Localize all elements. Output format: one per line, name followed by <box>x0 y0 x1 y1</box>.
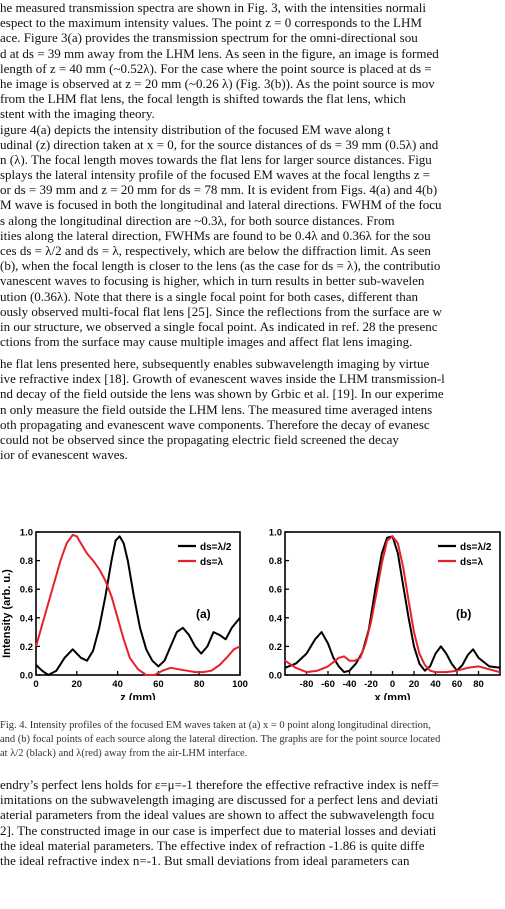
paragraph-subwavelength <box>0 356 505 462</box>
text-line: nd decay of the field outside the lens was shown by Grbic et al. [19]. In our experime <box>0 386 444 402</box>
y-tick-label: 1.0 <box>19 527 33 539</box>
x-tick-label: -80 <box>299 679 314 690</box>
text-line: ously observed multi-focal flat lens [25]. Since the reflections from the surface are w <box>0 303 442 319</box>
plot-frame <box>285 532 500 675</box>
panel-label: (a) <box>196 607 211 621</box>
x-tick-label: 0 <box>33 679 39 690</box>
text-line: ces ds = λ/2 and ds = λ, respectively, which are below the diffraction limit. As seen <box>0 243 431 258</box>
x-tick-label: 60 <box>153 679 164 690</box>
text-line: endry’s perfect lens holds for ε=μ=-1 therefore the effective refractive index is neff= <box>0 777 439 792</box>
legend-label: ds=λ/2 <box>460 542 492 553</box>
panel-label: (b) <box>456 607 472 621</box>
y-tick-label: 0.0 <box>19 670 33 682</box>
x-tick-label: 40 <box>430 679 441 690</box>
text-line: splays the lateral intensity profile of the focused EM waves at the focal lengths z = <box>0 167 431 183</box>
text-line: oth propagating and evanescent wave components. Therefore the decay of evanesc <box>0 416 430 432</box>
x-tick-label: 80 <box>193 679 205 690</box>
x-tick-label: -60 <box>321 679 335 690</box>
y-tick-label: 0.2 <box>19 641 33 653</box>
text-line: n (λ). The focal length moves towards the flat lens for larger source distances. Figu <box>0 151 432 167</box>
y-tick-label: 0.4 <box>268 613 282 625</box>
text-line: from the LHM flat lens, the focal length is shifted towards the flat lens, which <box>0 91 406 107</box>
text-line: in our structure, we observed a single focal point. As indicated in ref. 28 the presenc <box>0 318 438 334</box>
text-line: M wave is focused in both the longitudinal and lateral directions. FWHM of the focu <box>0 197 442 213</box>
text-line: length of z = 40 mm (~0.52λ). For the case where the point source is placed at ds = <box>0 60 432 76</box>
y-tick-label: 0.2 <box>268 641 282 653</box>
text-line: he image is observed at z = 20 mm (~0.26 λ) (Fig. 3(b)). As the point source is mov <box>0 75 435 91</box>
text-line: the ideal refractive index n=-1. But small deviations from ideal parameters can <box>0 852 410 868</box>
x-axis-label: x (mm) <box>374 692 411 700</box>
legend-label: ds=λ <box>460 557 484 568</box>
y-tick-label: 0.0 <box>268 670 282 682</box>
x-tick-label: -20 <box>364 679 378 690</box>
text-line: or ds = 39 mm and z = 20 mm for ds = 78 mm. It is evident from Figs. 4(a) and 4(b) <box>0 182 438 198</box>
x-tick-label: -40 <box>342 679 357 690</box>
text-line: imitations on the subwavelength imaging are discussed for a perfect lens and deviati <box>0 792 439 808</box>
legend-label: ds=λ <box>200 557 224 568</box>
x-tick-label: 100 <box>232 679 248 690</box>
y-tick-label: 0.8 <box>19 556 33 568</box>
text-line: ities along the lateral direction, FWHMs are found to be 0.4λ and 0.36λ for the sou <box>0 227 431 243</box>
text-line: udinal (z) direction taken at x = 0, for the source distances of ds = 39 mm (0.5λ) and <box>0 136 439 152</box>
text-line: igure 4(a) depicts the intensity distribution of the focused EM wave along t <box>0 121 391 137</box>
y-tick-label: 0.6 <box>268 584 282 596</box>
caption-line: and (b) focal points of each source along the lateral direction. The graphs are for the point source located <box>0 734 441 745</box>
x-tick-label: 20 <box>408 679 420 690</box>
figure-caption <box>0 719 505 761</box>
x-tick-label: 40 <box>112 679 123 690</box>
figure-4 <box>0 520 505 700</box>
text-line: ctions from the surface may cause multiple images and affect flat lens imaging. <box>0 334 413 350</box>
text-line: he measured transmission spectra are shown in Fig. 3, with the intensities normali <box>0 0 427 15</box>
y-tick-label: 0.6 <box>19 584 33 596</box>
x-tick-label: 20 <box>71 679 83 690</box>
text-line: n only measure the field outside the LHM lens. The measured time averaged intens <box>0 401 433 417</box>
x-tick-label: 60 <box>451 679 463 690</box>
text-line: ace. Figure 3(a) provides the transmission spectrum for the omni-directional sou <box>0 30 418 46</box>
text-line: ior of evanescent waves. <box>0 447 128 463</box>
caption-line: Fig. 4. Intensity profiles of the focused EM waves taken at (a) x = 0 point along longitudinal direction, <box>0 720 431 731</box>
text-line: could not be observed since the propagating electric field screened the decay <box>0 431 399 447</box>
text-line: espect to the maximum intensity values. The point z = 0 corresponds to the LHM <box>0 15 422 31</box>
text-line: 2]. The constructed image in our case is imperfect due to material losses and deviati <box>0 822 437 838</box>
text-line: he flat lens presented here, subsequently enables subwavelength imaging by virtue <box>0 356 430 371</box>
text-line: (b), when the focal length is closer to the lens (as the case for ds = λ), the contributio <box>0 258 441 274</box>
plot-frame <box>36 532 240 675</box>
y-tick-label: 0.4 <box>19 613 33 625</box>
x-tick-label: 80 <box>473 679 484 690</box>
y-tick-label: 0.8 <box>268 556 282 568</box>
text-line: the ideal material parameters. The effective index of refraction -1.86 is quite diffe <box>0 837 425 853</box>
series-line-lambda <box>36 535 240 675</box>
text-line: ive refractive index [18]. Growth of evanescent waves inside the LHM transmission-l <box>0 371 445 387</box>
caption-line: at λ/2 (black) and λ(red) away from the air-LHM interface. <box>0 748 248 759</box>
text-line: vanescent waves to focusing is higher, which in turn results in better sub-wavelen <box>0 273 425 289</box>
paragraph-perfect-lens <box>0 777 505 868</box>
figure-4-plots <box>0 520 505 700</box>
legend-label: ds=λ/2 <box>200 542 232 553</box>
text-line: d at ds = 39 mm away from the LHM lens. As seen in the figure, an image is formed <box>0 45 439 61</box>
text-line: ution (0.36λ). Note that there is a single focal point for both cases, different than <box>0 288 418 304</box>
text-line: aterial parameters from the ideal values are shown to affect the subwavelength focu <box>0 807 435 823</box>
x-axis-label: z (mm) <box>120 692 156 700</box>
paragraph-results <box>0 0 505 349</box>
y-tick-label: 1.0 <box>268 527 282 539</box>
x-tick-label: 0 <box>389 679 396 690</box>
y-axis-label: Intensity (arb. u.) <box>1 569 13 658</box>
text-line: s along the longitudinal direction are ~0.3λ, for both source distances. From <box>0 212 395 228</box>
text-line: stent with the imaging theory. <box>0 106 155 122</box>
